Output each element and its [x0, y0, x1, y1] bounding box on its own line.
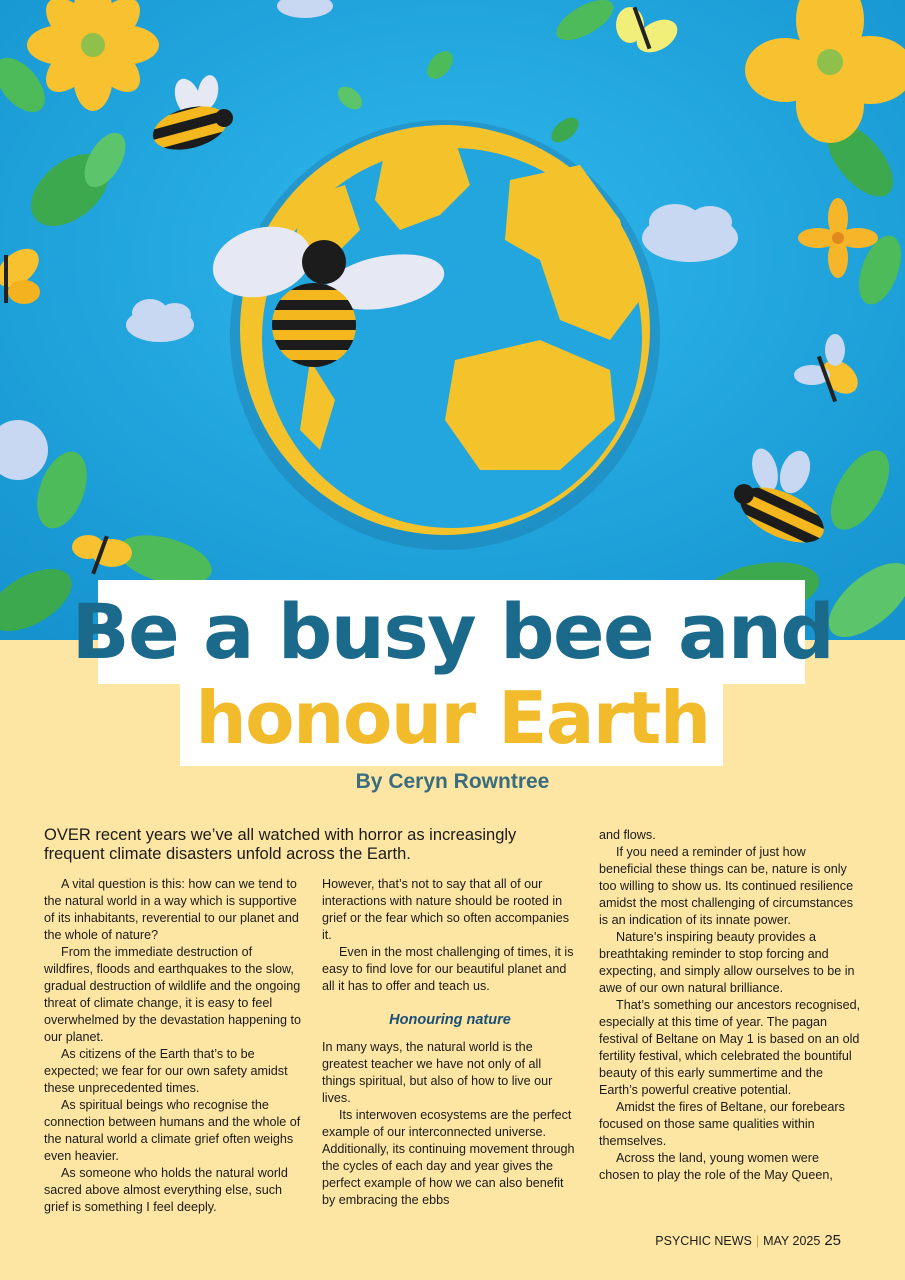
paragraph: As someone who holds the natural world sacred above almost everything else, such grief is something I feel deeply. — [44, 1166, 288, 1214]
paragraph: A vital question is this: how can we tend to the natural world in a way which is supportive of its inhabitants, reverential to our planet and the whole of nature? — [44, 877, 299, 942]
article-column-1 — [44, 876, 302, 1216]
footer-separator: | — [755, 1234, 760, 1248]
article-title-line-1: Be a busy bee and — [71, 587, 834, 676]
paragraph: Amidst the fires of Beltane, our forebears focused on those same qualities within themselves. — [599, 1100, 845, 1148]
page-footer — [655, 1232, 841, 1249]
article-column-3 — [599, 827, 861, 1184]
paragraph: and flows. — [599, 828, 656, 842]
article-title-line-2: honour Earth — [195, 676, 710, 760]
paragraph: From the immediate destruction of wildfires, floods and earthquakes to the slow, gradual destruction of wildlife and the ongoing threat of climate change, it is easy to feel overwhelmed by the devastation happening to our planet. — [44, 945, 301, 1044]
paragraph: That’s something our ancestors recognised, especially at this time of year. The pagan festival of Beltane on May 1 is based on an old fertility festival, which celebrated the bountiful beauty of this early summertime and the Earth’s powerful creative potential. — [599, 998, 861, 1097]
issue-date: MAY 2025 — [763, 1234, 821, 1248]
article-column-2 — [322, 876, 578, 1209]
section-subheading: Honouring nature — [389, 1012, 511, 1028]
cloud-icon — [126, 299, 194, 342]
paragraph: In many ways, the natural world is the greatest teacher we have not only of all things spiritual, but also of how to live our lives. — [322, 1040, 553, 1105]
paragraph: If you need a reminder of just how beneficial these things can be, nature is only too willing to show us. Its continued resilience amidst the most challenging of circumstances is an indication of its innate power. — [599, 845, 854, 927]
paragraph: However, that’s not to say that all of our interactions with nature should be rooted in grief or the fear which so often accompanies it. — [322, 877, 570, 942]
cloud-icon — [642, 204, 738, 262]
paragraph: Its interwoven ecosystems are the perfect example of our interconnected universe. Additionally, its continuing movement through the cycles of each day and year gives the perfect example of how we can also benefit by embracing the ebbs — [322, 1108, 575, 1207]
paragraph: Nature’s inspiring beauty provides a breathtaking reminder to stop forcing and expecting, and simply allow ourselves to be in awe of our own natural brilliance. — [599, 930, 855, 995]
article-standfirst: OVER recent years we’ve all watched with horror as increasingly frequent climate disasters unfold across the Earth. — [44, 826, 517, 863]
paragraph: Even in the most challenging of times, it is easy to find love for our beautiful planet and all it has to offer and teach us. — [322, 945, 574, 993]
paragraph: Across the land, young women were chosen to play the role of the May Queen, — [599, 1151, 833, 1182]
publication-name: PSYCHIC NEWS — [655, 1234, 752, 1248]
paragraph: As citizens of the Earth that’s to be expected; we fear for our own safety amidst these unprecedented times. — [44, 1047, 288, 1095]
article-byline: By Ceryn Rowntree — [355, 770, 550, 793]
page-number: 25 — [824, 1232, 841, 1249]
paragraph: As spiritual beings who recognise the connection between humans and the whole of the natural world a climate grief often weighs even heavier. — [44, 1098, 301, 1163]
